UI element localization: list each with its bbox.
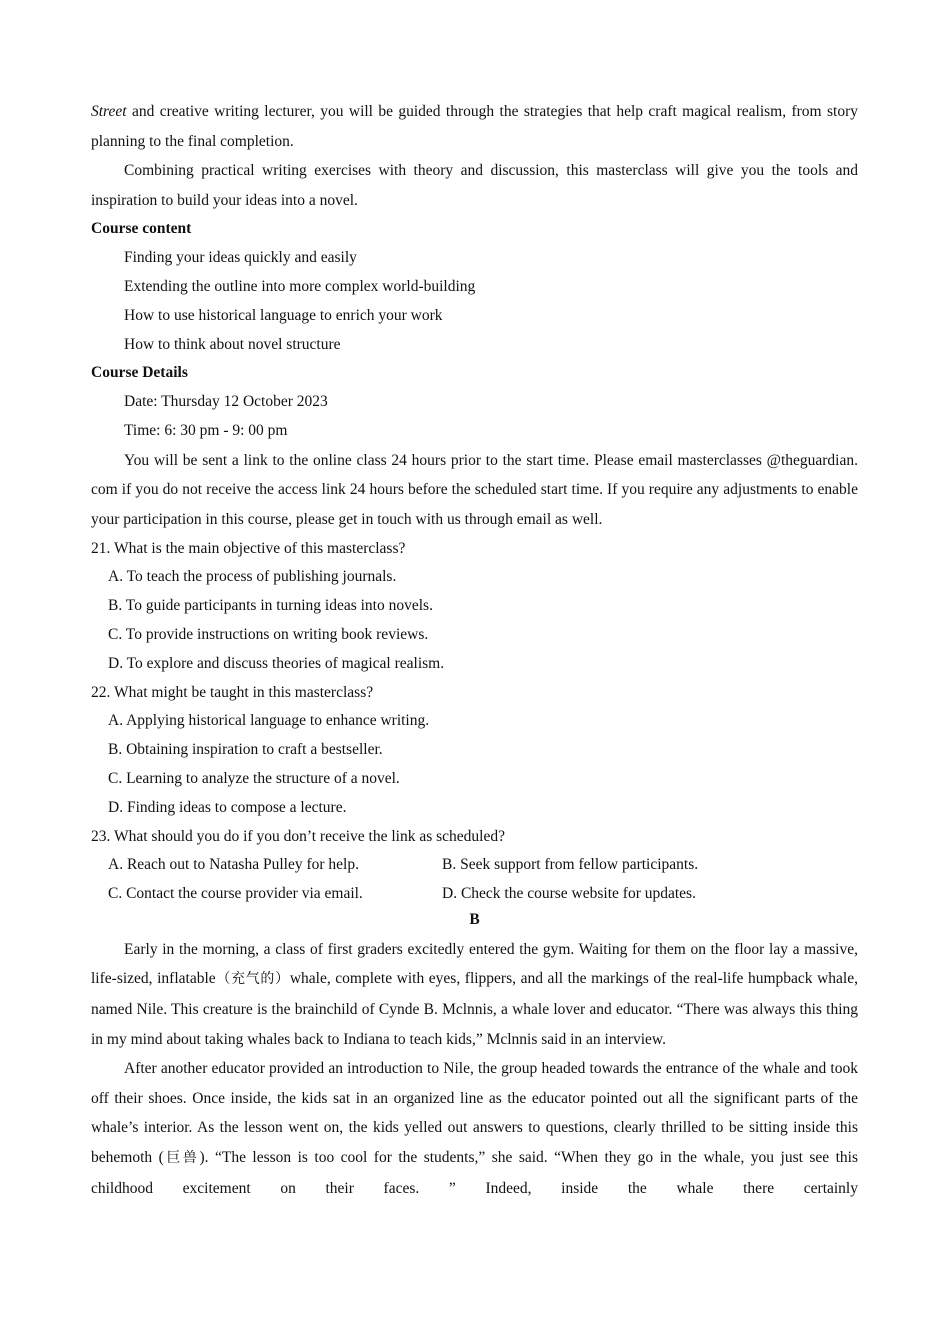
- section-b-paragraph-1-text-a: Early in the morning, a class of first graders excitedly entered the gym. Waiting for them on the floor lay a massive, life-sized, inflatable: [91, 940, 858, 988]
- intro-paragraph-1-text: and creative writing lecturer, you will be guided through the strategies that help craft magical realism, from story planning to the final completion.: [91, 103, 858, 150]
- question-22-stem: 22. What might be taught in this masterclass?: [91, 683, 374, 701]
- course-content-heading: Course content: [91, 220, 192, 238]
- section-b-label: B: [469, 910, 480, 928]
- book-title-fragment: Street: [91, 103, 127, 120]
- course-content-item: Extending the outline into more complex world-building: [124, 277, 476, 295]
- chinese-gloss: （充气的）: [215, 971, 290, 988]
- course-time: Time: 6: 30 pm - 9: 00 pm: [124, 421, 288, 439]
- course-details-note: You will be sent a link to the online class 24 hours prior to the start time. Please email masterclasses @theguardian. com if you do not receive the access link 24 hours before the scheduled start time. If you require any adjustments to enable your participation in this course, please get in touch with us through email as well.: [91, 451, 858, 528]
- question-23-options-row-1: [91, 851, 858, 880]
- section-b-paragraph-1: [91, 935, 858, 1054]
- course-content-item: How to use historical language to enrich your work: [124, 306, 443, 324]
- course-details-heading: Course Details: [91, 364, 188, 382]
- intro-paragraph-2: Combining practical writing exercises with theory and discussion, this masterclass will give you the tools and inspiration to build your ideas into a novel.: [91, 162, 858, 209]
- chinese-gloss: 巨兽: [163, 1150, 200, 1167]
- section-b-paragraph-1-text-b: whale, complete with eyes, flippers, and all the markings of the real-life humpback whale, named Nile. This creature is the brainchild of Cynde B. Mclnnis, a whale lover and educator. “There was always this thing in my mind about taking whales back to Indiana to teach kids,” Mclnnis said in an interview.: [91, 970, 858, 1048]
- question-23-option-a[interactable]: A. Reach out to Natasha Pulley for help.: [108, 856, 359, 874]
- question-21-option-d[interactable]: D. To explore and discuss theories of magical realism.: [108, 654, 445, 672]
- question-21-option-c[interactable]: C. To provide instructions on writing book reviews.: [108, 625, 429, 643]
- course-content-item: Finding your ideas quickly and easily: [124, 249, 357, 267]
- question-22-option-b[interactable]: B. Obtaining inspiration to craft a bestseller.: [108, 741, 383, 759]
- section-b-paragraph-2-text-a: After another educator provided an introduction to Nile, the group headed towards the entrance of the whale and took off their shoes. Once inside, the kids sat in an organized line as the educator pointed out all the significant parts of the whale’s interior. As the lesson went on, the kids yelled out answers to questions, clearly thrilled to be sitting inside this behemoth (: [91, 1060, 858, 1167]
- intro-paragraph-1: [91, 97, 858, 156]
- question-23-options-row-2: [91, 880, 858, 909]
- question-23-option-b[interactable]: B. Seek support from fellow participants.: [442, 856, 699, 874]
- question-22-option-d[interactable]: D. Finding ideas to compose a lecture.: [108, 798, 347, 816]
- question-23-option-d[interactable]: D. Check the course website for updates.: [442, 885, 696, 903]
- question-23-option-c[interactable]: C. Contact the course provider via email.: [108, 885, 363, 903]
- question-21-stem: 21. What is the main objective of this masterclass?: [91, 539, 406, 557]
- document-page: [91, 97, 858, 1203]
- question-21-option-b[interactable]: B. To guide participants in turning ideas into novels.: [108, 597, 433, 615]
- section-b-paragraph-2-text-b: ). “The lesson is too cool for the students,” she said. “When they go in the whale, you just see this childhood excitement on their faces. ” Indeed, inside the whale there certainly: [91, 1149, 858, 1197]
- course-date: Date: Thursday 12 October 2023: [124, 393, 328, 411]
- question-21-option-a[interactable]: A. To teach the process of publishing journals.: [108, 568, 397, 586]
- section-b-paragraph-2: [91, 1054, 858, 1203]
- question-22-option-a[interactable]: A. Applying historical language to enhance writing.: [108, 712, 430, 730]
- course-content-item: How to think about novel structure: [124, 335, 341, 353]
- question-23-stem: 23. What should you do if you don’t receive the link as scheduled?: [91, 827, 505, 845]
- question-22-option-c[interactable]: C. Learning to analyze the structure of a novel.: [108, 769, 400, 787]
